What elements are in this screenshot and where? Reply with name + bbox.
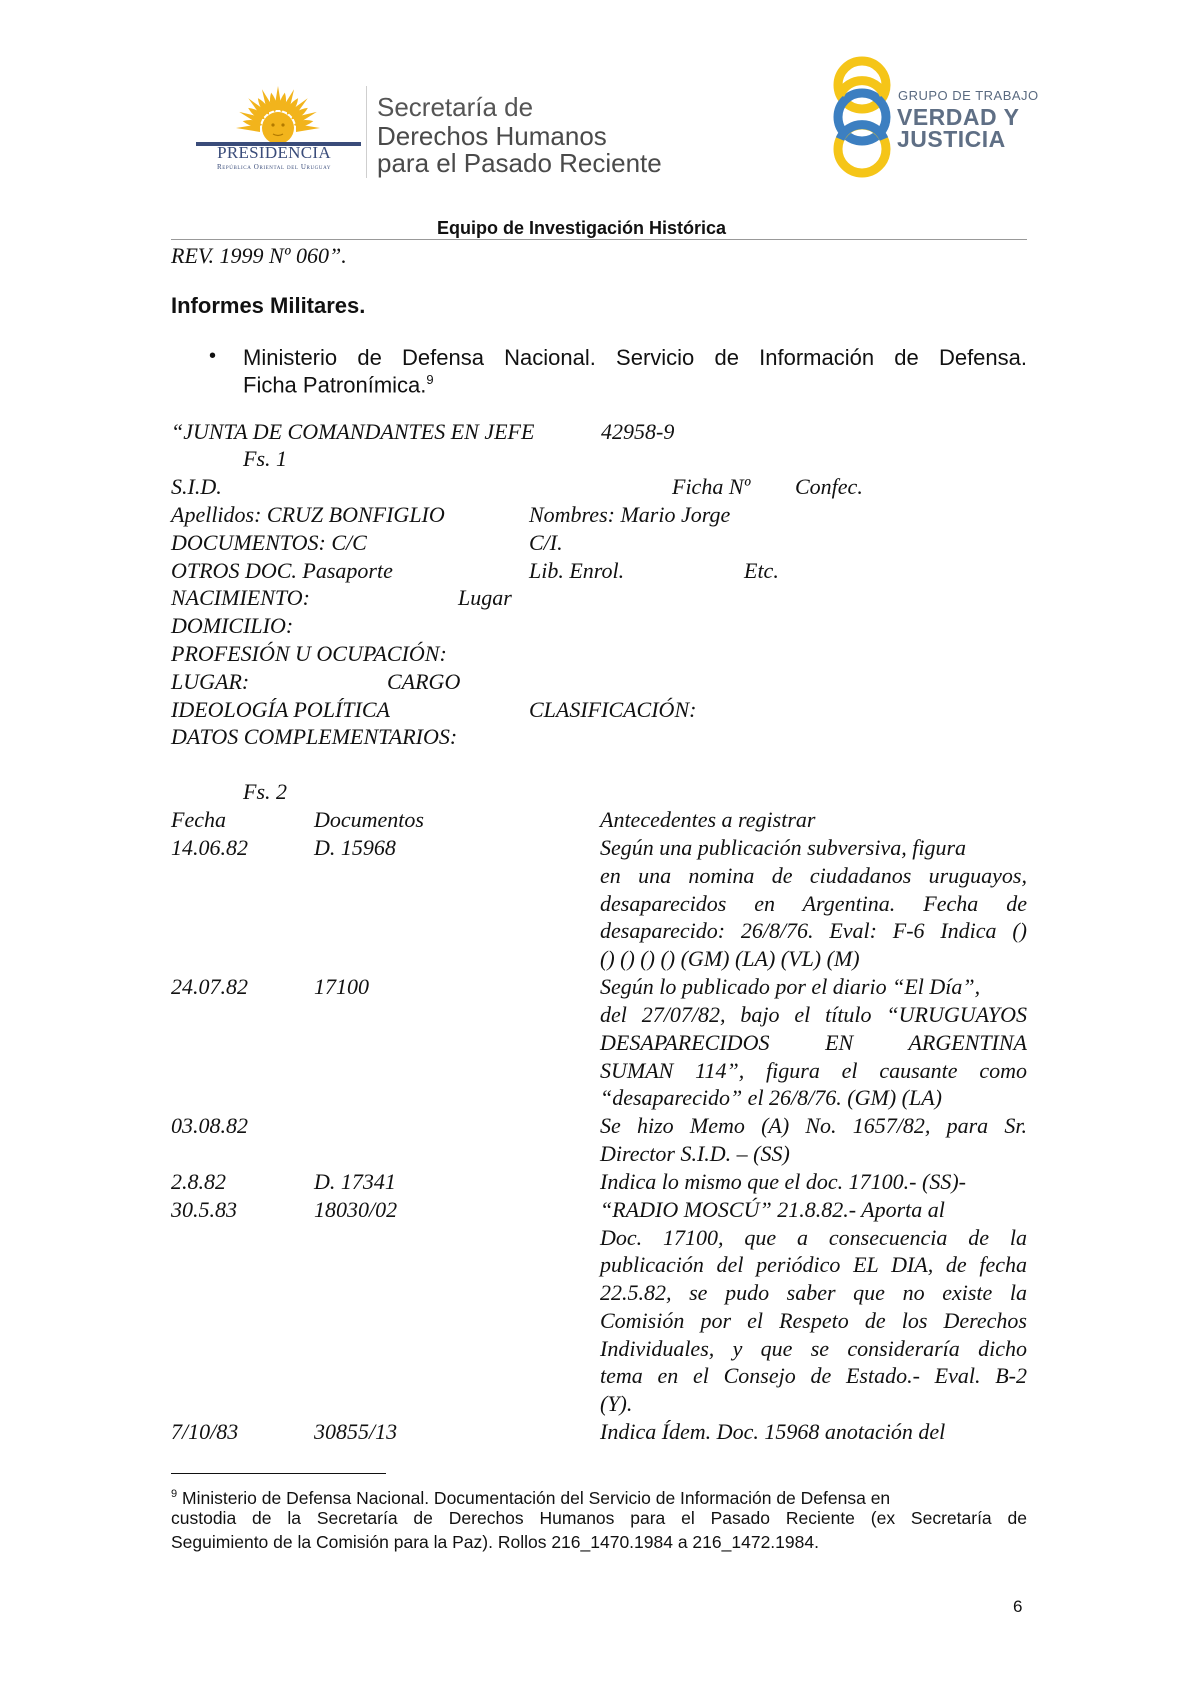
row-2-text-line: SUMAN 114”, figura el causante como	[600, 1058, 1027, 1083]
ficha-ideologia: IDEOLOGÍA POLÍTICA	[171, 697, 390, 722]
row-5-text-line: 22.5.82, se pudo saber que no existe la	[600, 1280, 1027, 1305]
ficha-confec: Confec.	[795, 474, 863, 499]
ficha-fs1: Fs. 1	[243, 446, 287, 471]
footnote-line-3: Seguimiento de la Comisión para la Paz). Rollos 216_1470.1984 a 216_1472.1984.	[171, 1532, 819, 1552]
row-5-fecha: 30.5.83	[171, 1197, 237, 1222]
header-divider	[366, 86, 367, 178]
col-header-fecha: Fecha	[171, 807, 226, 832]
col-header-documentos: Documentos	[314, 807, 424, 832]
secretaria-line-2: Derechos Humanos	[377, 121, 607, 151]
ficha-fs2: Fs. 2	[243, 779, 287, 804]
ficha-lugar: LUGAR:	[171, 669, 250, 694]
row-1-text-line: () () () () (GM) (LA) (VL) (M)	[600, 946, 860, 971]
footnote-number: 9	[171, 1488, 178, 1500]
row-5-text-line: (Y).	[600, 1391, 633, 1416]
ficha-lib-enrol: Lib. Enrol.	[529, 558, 625, 583]
row-5-text-line: publicación del periódico EL DIA, de fecha	[600, 1252, 1027, 1277]
ficha-etc: Etc.	[744, 558, 779, 583]
footnote-rule	[171, 1473, 386, 1474]
row-1-text-line: en una nomina de ciudadanos uruguayos,	[600, 863, 1027, 888]
row-3-text-line: Se hizo Memo (A) No. 1657/82, para Sr.	[600, 1113, 1027, 1138]
ficha-apellidos: Apellidos: CRUZ BONFIGLIO	[171, 502, 445, 527]
row-2-text-line: Según lo publicado por el diario “El Día”,	[600, 974, 981, 999]
row-2-fecha: 24.07.82	[171, 974, 248, 999]
secretaria-line-3: para el Pasado Reciente	[377, 148, 662, 178]
presidencia-subtitle: República Oriental del Uruguay	[216, 163, 332, 171]
ficha-clasificacion: CLASIFICACIÓN:	[529, 697, 697, 722]
row-6-fecha: 7/10/83	[171, 1419, 239, 1444]
vyj-grupo-label: GRUPO DE TRABAJO	[898, 88, 1039, 103]
row-1-fecha: 14.06.82	[171, 835, 248, 860]
row-4-doc: D. 17341	[314, 1169, 396, 1194]
verdad-justicia-rings-logo	[822, 55, 902, 180]
row-4-text-line: Indica lo mismo que el doc. 17100.- (SS)-	[600, 1169, 966, 1194]
row-1-text-line: desaparecido: 26/8/76. Eval: F-6 Indica ()	[600, 918, 1027, 943]
row-5-text-line: tema en el Consejo de Estado.- Eval. B-2	[600, 1363, 1027, 1388]
section-heading: Informes Militares.	[171, 293, 366, 318]
row-1-doc: D. 15968	[314, 835, 396, 860]
row-6-text-line: Indica Ídem. Doc. 15968 anotación del	[600, 1419, 946, 1444]
ficha-profesion: PROFESIÓN U OCUPACIÓN:	[171, 641, 447, 666]
row-2-doc: 17100	[314, 974, 369, 999]
ficha-domicilio: DOMICILIO:	[171, 613, 294, 638]
header-title: Equipo de Investigación Histórica	[437, 218, 727, 238]
header-rule	[171, 239, 1027, 240]
ficha-sid: S.I.D.	[171, 474, 222, 499]
ficha-junta: “JUNTA DE COMANDANTES EN JEFE	[171, 419, 535, 444]
ficha-nombres: Nombres: Mario Jorge	[529, 502, 731, 527]
row-3-text-line: Director S.I.D. – (SS)	[600, 1141, 790, 1166]
ficha-datos-complementarios: DATOS COMPLEMENTARIOS:	[171, 724, 458, 749]
row-2-text-line: “desaparecido” el 26/8/76. (GM) (LA)	[600, 1085, 942, 1110]
row-6-doc: 30855/13	[314, 1419, 398, 1444]
ficha-junta-number: 42958-9	[601, 419, 675, 444]
row-3-fecha: 03.08.82	[171, 1113, 248, 1138]
footnote-line-2: custodia de la Secretaría de Derechos Humanos para el Pasado Reciente (ex Secretaría de	[171, 1508, 1027, 1528]
row-5-text-line: Doc. 17100, que a consecuencia de la	[600, 1225, 1027, 1250]
row-1-text-line: Según una publicación subversiva, figura	[600, 835, 967, 860]
row-4-fecha: 2.8.82	[171, 1169, 226, 1194]
ficha-number-label: Ficha Nº	[672, 474, 751, 499]
page-number: 6	[1013, 1597, 1023, 1616]
row-5-text-line: Individuales, y que se consideraría dicho	[600, 1336, 1027, 1361]
bullet-text-line-2: Ficha Patronímica.$^9$	[243, 372, 434, 398]
presidencia-label: PRESIDENCIA	[217, 143, 331, 162]
row-5-text-line: Comisión por el Respeto de los Derechos	[600, 1308, 1027, 1333]
ficha-lugar-nacimiento: Lugar	[458, 585, 512, 610]
bullet-text-line-1: Ministerio de Defensa Nacional. Servicio de Información de Defensa.	[243, 345, 1027, 370]
row-1-text-line: desaparecidos en Argentina. Fecha de	[600, 891, 1027, 916]
secretaria-line-1: Secretaría de	[377, 92, 534, 122]
row-2-text-line: del 27/07/82, bajo el título “URUGUAYOS	[600, 1002, 1027, 1027]
col-header-antecedentes: Antecedentes a registrar	[600, 807, 816, 832]
ficha-ci: C/I.	[529, 530, 563, 555]
row-5-text-line: “RADIO MOSCÚ” 21.8.82.- Aporta al	[600, 1197, 945, 1222]
row-5-doc: 18030/02	[314, 1197, 398, 1222]
rev-line: REV. 1999 Nº 060”.	[171, 243, 347, 268]
vyj-verdad-label: VERDAD Y	[897, 104, 1020, 130]
ficha-cargo: CARGO	[387, 669, 461, 694]
footnote-ref: 9	[426, 372, 434, 387]
row-2-text-line: DESAPARECIDOS EN ARGENTINA	[600, 1030, 1027, 1055]
footnote-line-1: $^9$ Ministerio de Defensa Nacional. Documentación del Servicio de Información de Defensa en	[171, 1487, 891, 1508]
ficha-nacimiento: NACIMIENTO:	[171, 585, 310, 610]
bullet-dot: •	[209, 345, 217, 367]
ficha-otros-doc: OTROS DOC. Pasaporte	[171, 558, 393, 583]
ficha-documentos: DOCUMENTOS: C/C	[171, 530, 367, 555]
vyj-justicia-label: JUSTICIA	[897, 126, 1006, 152]
